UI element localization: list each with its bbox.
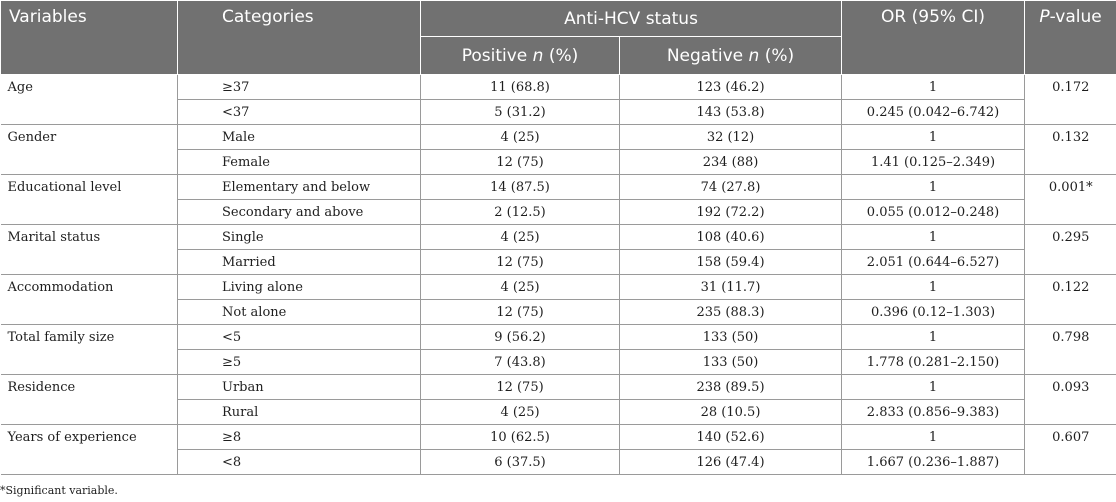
category-cell: ≥5 xyxy=(178,350,421,375)
or-ci-cell: 0.055 (0.012–0.248) xyxy=(842,200,1025,225)
category-cell: <37 xyxy=(178,100,421,125)
or-ci-cell: 1 xyxy=(842,75,1025,100)
or-ci-cell: 1 xyxy=(842,375,1025,400)
header-negative xyxy=(620,37,842,75)
or-ci-cell: 0.396 (0.12–1.303) xyxy=(842,300,1025,325)
positive-cell: 12 (75) xyxy=(421,250,620,275)
category-cell: Not alone xyxy=(178,300,421,325)
positive-cell: 6 (37.5) xyxy=(421,450,620,475)
p-value-cell: 0.132 xyxy=(1025,125,1116,175)
category-cell: Urban xyxy=(178,375,421,400)
negative-cell: 74 (27.8) xyxy=(620,175,842,200)
or-ci-cell: 0.245 (0.042–6.742) xyxy=(842,100,1025,125)
positive-cell: 11 (68.8) xyxy=(421,75,620,100)
header-positive xyxy=(421,37,620,75)
category-cell: Secondary and above xyxy=(178,200,421,225)
or-ci-cell: 1 xyxy=(842,325,1025,350)
n-symbol: n xyxy=(748,45,760,66)
p-suffix: -value xyxy=(1049,7,1102,27)
positive-cell: 12 (75) xyxy=(421,375,620,400)
or-ci-cell: 1.41 (0.125–2.349) xyxy=(842,150,1025,175)
p-value-cell: 0.798 xyxy=(1025,325,1116,375)
table-row xyxy=(1,175,1116,200)
header-anti-hcv-status: Anti-HCV status xyxy=(421,1,842,37)
table-row xyxy=(1,225,1116,250)
positive-cell: 9 (56.2) xyxy=(421,325,620,350)
variable-cell: Total family size xyxy=(1,325,178,375)
negative-cell: 28 (10.5) xyxy=(620,400,842,425)
p-value-cell: 0.001* xyxy=(1025,175,1116,225)
negative-cell: 31 (11.7) xyxy=(620,275,842,300)
variable-cell: Accommodation xyxy=(1,275,178,325)
negative-cell: 234 (88) xyxy=(620,150,842,175)
category-cell: ≥37 xyxy=(178,75,421,100)
category-cell: Married xyxy=(178,250,421,275)
category-cell: <8 xyxy=(178,450,421,475)
positive-cell: 12 (75) xyxy=(421,150,620,175)
p-value-cell: 0.295 xyxy=(1025,225,1116,275)
or-ci-cell: 1 xyxy=(842,275,1025,300)
or-ci-cell: 1.667 (0.236–1.887) xyxy=(842,450,1025,475)
or-ci-cell: 2.833 (0.856–9.383) xyxy=(842,400,1025,425)
header-categories: Categories xyxy=(178,1,421,75)
negative-cell: 238 (89.5) xyxy=(620,375,842,400)
table-row xyxy=(1,125,1116,150)
negative-cell: 133 (50) xyxy=(620,350,842,375)
table-row xyxy=(1,425,1116,450)
negative-cell: 158 (59.4) xyxy=(620,250,842,275)
positive-label: Positive xyxy=(461,45,533,66)
negative-label: Negative xyxy=(666,45,749,66)
table-body xyxy=(1,75,1116,475)
variable-cell: Gender xyxy=(1,125,178,175)
table-header xyxy=(1,1,1116,75)
category-cell: Female xyxy=(178,150,421,175)
pct-label: (%) xyxy=(759,45,795,66)
variable-cell: Educational level xyxy=(1,175,178,225)
positive-cell: 4 (25) xyxy=(421,225,620,250)
negative-cell: 108 (40.6) xyxy=(620,225,842,250)
or-ci-cell: 1.778 (0.281–2.150) xyxy=(842,350,1025,375)
category-cell: Elementary and below xyxy=(178,175,421,200)
negative-cell: 143 (53.8) xyxy=(620,100,842,125)
pct-label: (%) xyxy=(543,45,579,66)
category-cell: Male xyxy=(178,125,421,150)
category-cell: Living alone xyxy=(178,275,421,300)
p-value-cell: 0.093 xyxy=(1025,375,1116,425)
category-cell: <5 xyxy=(178,325,421,350)
header-p-value xyxy=(1025,1,1116,75)
positive-cell: 2 (12.5) xyxy=(421,200,620,225)
table-row xyxy=(1,375,1116,400)
positive-cell: 12 (75) xyxy=(421,300,620,325)
negative-cell: 126 (47.4) xyxy=(620,450,842,475)
header-or-ci: OR (95% CI) xyxy=(842,1,1025,75)
negative-cell: 235 (88.3) xyxy=(620,300,842,325)
negative-cell: 123 (46.2) xyxy=(620,75,842,100)
category-cell: Rural xyxy=(178,400,421,425)
table-row xyxy=(1,75,1116,100)
footnote: *Significant variable. xyxy=(0,484,118,497)
variable-cell: Years of experience xyxy=(1,425,178,475)
p-value-cell: 0.607 xyxy=(1025,425,1116,475)
p-value-cell: 0.172 xyxy=(1025,75,1116,125)
or-ci-cell: 1 xyxy=(842,175,1025,200)
n-symbol: n xyxy=(532,45,544,66)
negative-cell: 32 (12) xyxy=(620,125,842,150)
p-symbol: P xyxy=(1039,7,1050,27)
or-ci-cell: 2.051 (0.644–6.527) xyxy=(842,250,1025,275)
positive-cell: 10 (62.5) xyxy=(421,425,620,450)
negative-cell: 140 (52.6) xyxy=(620,425,842,450)
positive-cell: 5 (31.2) xyxy=(421,100,620,125)
category-cell: ≥8 xyxy=(178,425,421,450)
positive-cell: 4 (25) xyxy=(421,275,620,300)
positive-cell: 7 (43.8) xyxy=(421,350,620,375)
negative-cell: 192 (72.2) xyxy=(620,200,842,225)
category-cell: Single xyxy=(178,225,421,250)
table-row xyxy=(1,275,1116,300)
positive-cell: 4 (25) xyxy=(421,125,620,150)
p-value-cell: 0.122 xyxy=(1025,275,1116,325)
variable-cell: Marital status xyxy=(1,225,178,275)
negative-cell: 133 (50) xyxy=(620,325,842,350)
or-ci-cell: 1 xyxy=(842,125,1025,150)
variable-cell: Age xyxy=(1,75,178,125)
or-ci-cell: 1 xyxy=(842,225,1025,250)
positive-cell: 4 (25) xyxy=(421,400,620,425)
positive-cell: 14 (87.5) xyxy=(421,175,620,200)
variable-cell: Residence xyxy=(1,375,178,425)
header-variables: Variables xyxy=(1,1,178,75)
table-row xyxy=(1,325,1116,350)
or-ci-cell: 1 xyxy=(842,425,1025,450)
